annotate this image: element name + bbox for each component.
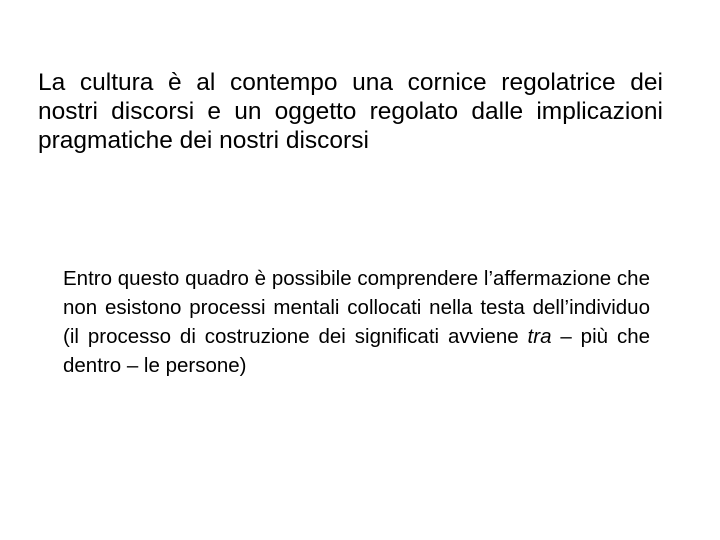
body-text-after-italic: – più che dentro – le persone): [63, 325, 650, 377]
body-text-italic-word: tra: [527, 325, 552, 348]
body-text-before-italic: Entro questo quadro è possibile comprendere l’affermazione che non esistono processi mentali collocati nella testa dell’individuo (il processo di costruzione dei significati avviene: [63, 267, 650, 348]
slide-heading: La cultura è al contempo una cornice regolatrice dei nostri discorsi e un oggetto regolato dalle implicazioni pragmatiche dei nostri discorsi: [38, 69, 663, 154]
slide-body-text: [63, 264, 650, 380]
